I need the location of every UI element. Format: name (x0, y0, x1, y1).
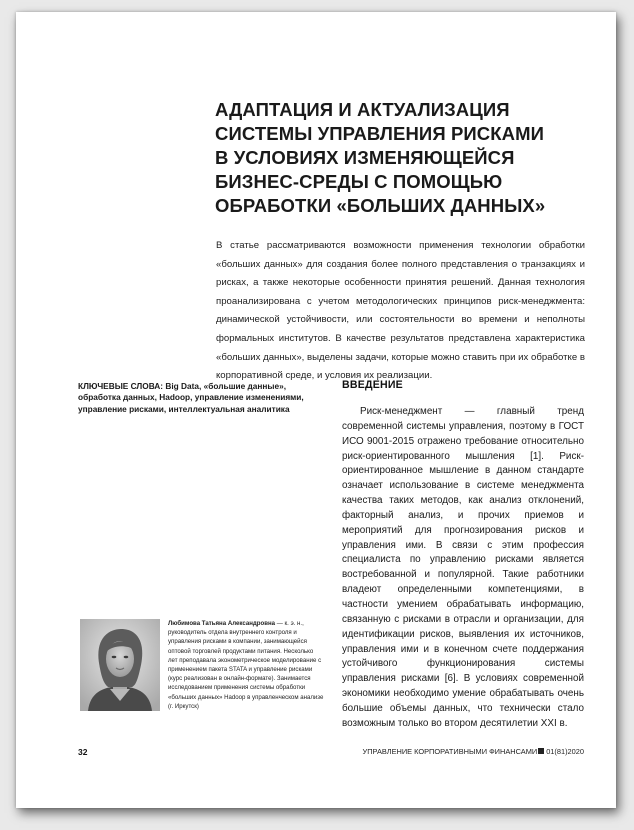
keywords: КЛЮЧЕВЫЕ СЛОВА: Big Data, «большие данные», обработка данных, Hadoop, управление изменениями, управление рисками, интеллектуальная аналитика (78, 381, 304, 414)
author-name: Любимова Татьяна Александровна (168, 620, 276, 627)
author-portrait-image (80, 619, 160, 711)
square-separator-icon (538, 748, 544, 754)
journal-page (16, 12, 616, 808)
author-photo (80, 619, 160, 711)
intro-text: Риск-менеджмент — главный тренд современной системы управления, поэтому в ГОСТ ИСО 9001-2015 отражено требование относительно риск-ориентированного мышления [1]. Риск-ориентированное мышление в данном стандарте означает использование в системе менеджмента качества таких методов, как анализ отклонений, факторный анализ, и прочих приемов и мероприятий для прогнозирования рисков и управления ими. В связи с этим профессия специалиста по управлению рисками является востребованной и популярной. Такие работники владеют определенными компетенциями, в частности умением обрабатывать информацию, связанную с рисками в отрасли и организации, для идентификации рисков, выявления их источников, управления ими и в конечном счете поддержания устойчивого функционирования системы управления рисками [6]. В условиях современной экономики необходимо умение обрабатывать очень большие объемы данных, что технически стало возможным только во втором десятилетии XXI в. (342, 406, 584, 729)
page-number: 32 (78, 747, 88, 757)
title-line: СИСТЕМЫ УПРАВЛЕНИЯ РИСКАМИ (215, 123, 545, 144)
author-description: — к. э. н., руководитель отдела внутреннего контроля и управления рисками в компании, занимающейся оптовой торговлей продуктами питания. Несколько лет преподавала эконометрическое моделирование с применением пакета STATA и управление рисками (курс реализован в онлайн-формате). Занимается исследованием применения системы обработки «больших данных» Hadoop в управленческом анализе (г. Иркутск) (168, 620, 324, 710)
article-title (215, 98, 555, 218)
author-bio (168, 619, 324, 711)
article-abstract: В статье рассматриваются возможности применения технологии обработки «больших данных» для создания более полного представления о транзакциях и рисках, а также некоторые особенности принятия решений. Данная технология проанализирована с учетом методологических принципов риск-менеджмента: динамической устойчивости, или состоятельности во времени и неполноты формальных институтов. В качестве результатов представлена характеристика «больших данных», выделены задачи, которые можно ставить при их обработке в корпоративной среде, и условия их реализации. (216, 240, 585, 382)
section-heading: ВВЕДЕНИЕ (342, 379, 403, 391)
journal-name: УПРАВЛЕНИЕ КОРПОРАТИВНЫМИ ФИНАНСАМИ (362, 747, 538, 756)
title-line: В УСЛОВИЯХ ИЗМЕНЯЮЩЕЙСЯ (215, 147, 515, 168)
intro-paragraph (342, 405, 584, 732)
journal-footer (363, 747, 584, 756)
title-line: АДАПТАЦИЯ И АКТУАЛИЗАЦИЯ (215, 99, 510, 120)
journal-issue: 01(81)2020 (546, 747, 584, 756)
title-line: ОБРАБОТКИ «БОЛЬШИХ ДАННЫХ» (215, 195, 546, 216)
title-line: БИЗНЕС-СРЕДЫ С ПОМОЩЬЮ (215, 171, 503, 192)
